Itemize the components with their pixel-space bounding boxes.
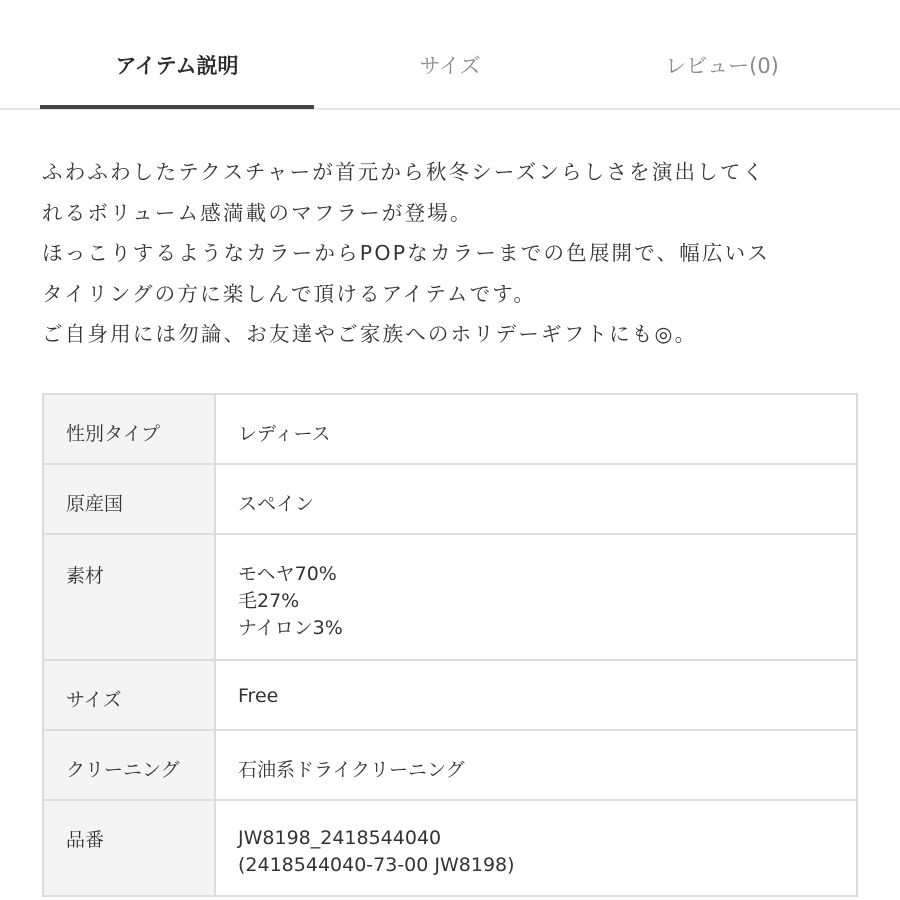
spec-value-text: スペイン [238,493,315,515]
spec-label-product-number: 品番 [43,800,215,896]
spec-value-text: 毛27% [238,590,300,612]
spec-value-text: ナイロン3% [238,617,343,639]
description-line: ほっこりするようなカラーからPOPなカラーまでの色展開で、幅広いス [42,241,771,265]
spec-label-origin: 原産国 [43,464,215,534]
spec-value-text: (2418544040-73-00 JW8198) [238,854,515,876]
detail-tabs [0,0,900,110]
active-tab-indicator [40,105,314,109]
tab-item-description[interactable]: アイテム説明 [115,54,239,78]
spec-label-cleaning: クリーニング [43,730,215,800]
spec-label-size: サイズ [43,660,215,730]
spec-value-material [215,534,857,660]
table-row [43,800,857,896]
description-line: ふわふわしたテクスチャーが首元から秋冬シーズンらしさを演出してく [42,160,766,184]
table-row [43,730,857,800]
spec-value-text: JW8198_2418544040 [238,827,442,849]
table-row [43,534,857,660]
spec-value-origin [215,464,857,534]
spec-label-material: 素材 [43,534,215,660]
spec-value-product-number [215,800,857,896]
spec-value-cleaning [215,730,857,800]
spec-table [42,393,858,897]
tab-size[interactable]: サイズ [419,54,481,78]
description-line: タイリングの方に楽しんで頂けるアイテムです。 [42,281,537,306]
spec-value-gender [215,394,857,464]
table-row [43,394,857,464]
spec-value-text: Free [238,685,279,707]
spec-label-gender: 性別タイプ [43,394,215,464]
tab-reviews[interactable]: レビュー(0) [665,54,779,78]
description-line: ご自身用には勿論、お友達やご家族へのホリデーギフトにも◎。 [42,322,698,346]
spec-value-text: レディース [238,423,331,445]
item-description [42,152,872,355]
spec-value-text: モヘヤ70% [238,563,337,585]
spec-value-size [215,660,857,730]
spec-value-text: 石油系ドライクリーニング [238,759,465,781]
description-line: れるボリューム感満載のマフラーが登場。 [42,200,473,225]
table-row [43,660,857,730]
table-row [43,464,857,534]
